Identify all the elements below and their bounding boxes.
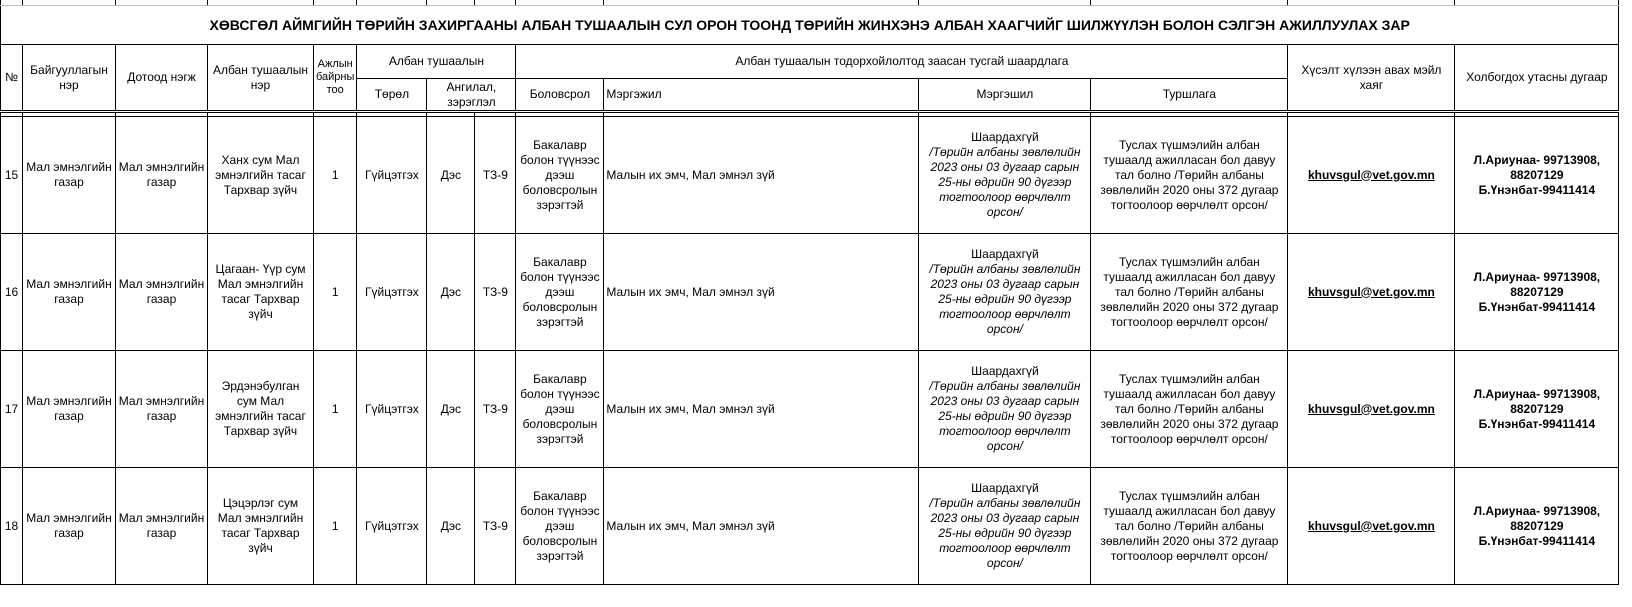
header-profession: Мэргэжил: [604, 79, 919, 112]
cell-count: 1: [314, 234, 357, 351]
table-row: [1, 117, 1619, 234]
cell-email: [1288, 117, 1455, 234]
cell-education: Бакалавр болон түүнээс дээш боловсролын зэрэгтэй: [516, 234, 604, 351]
cell-category: Дэс: [427, 468, 475, 585]
cell-type: Гүйцэтгэх: [357, 468, 427, 585]
skills-status: Шаардахгүй: [971, 481, 1039, 495]
skills-status: Шаардахгүй: [971, 364, 1039, 378]
cell-experience: Туслах түшмэлийн албан тушаалд ажилласан бол давуу тал болно /Төрийн албаны зөвлөлийн 2020 оны 372 дугаар тогтоолоор өөрчлөлт орсон/: [1091, 117, 1288, 234]
phone-contact-2: Б.Үнэнбат-99411414: [1478, 533, 1596, 548]
cell-no: 17: [1, 351, 23, 468]
page-title: ХӨВСГӨЛ АЙМГИЙН ТӨРИЙН ЗАХИРГААНЫ АЛБАН ТУШААЛЫН СУЛ ОРОН ТООНД ТӨРИЙН ЖИНХЭНЭ АЛБАН ХААГЧИЙГ ШИЛЖҮҮЛЭН БОЛОН СЭЛГЭН АЖИЛЛУУЛАХ ЗАР: [1, 6, 1619, 45]
cell-category: Дэс: [427, 351, 475, 468]
header-org-name: Байгууллагын нэр: [23, 45, 116, 112]
cell-profession: Малын их эмч, Мал эмнэл зүй: [604, 351, 919, 468]
cell-rank: ТЗ-9: [475, 117, 516, 234]
cell-phone: [1455, 351, 1619, 468]
cell-experience: Туслах түшмэлийн албан тушаалд ажилласан бол давуу тал болно /Төрийн албаны зөвлөлийн 2020 оны 372 дугаар тогтоолоор өөрчлөлт орсон/: [1091, 468, 1288, 585]
header-position-group: Албан тушаалын: [357, 45, 516, 79]
cell-no: 16: [1, 234, 23, 351]
header-category-rank: Ангилал, зэрэглэл: [427, 79, 516, 112]
cell-phone: [1455, 234, 1619, 351]
email-link[interactable]: khuvsgul@vet.gov.mn: [1307, 284, 1435, 299]
phone-contact-2: Б.Үнэнбат-99411414: [1478, 299, 1596, 314]
cell-rank: ТЗ-9: [475, 351, 516, 468]
cell-rank: ТЗ-9: [475, 234, 516, 351]
cell-phone: [1455, 117, 1619, 234]
phone-contact-1: Л.Ариунаа- 99713908, 88207129: [1473, 386, 1601, 416]
cell-position: Эрдэнэбулган сум Мал эмнэлгийн тасаг Тархвар зүйч: [208, 351, 314, 468]
cell-experience: Туслах түшмэлийн албан тушаалд ажилласан бол давуу тал болно /Төрийн албаны зөвлөлийн 2020 оны 372 дугаар тогтоолоор өөрчлөлт орсон/: [1091, 234, 1288, 351]
cell-profession: Малын их эмч, Мал эмнэл зүй: [604, 468, 919, 585]
cell-type: Гүйцэтгэх: [357, 117, 427, 234]
cell-email: [1288, 468, 1455, 585]
cell-category: Дэс: [427, 117, 475, 234]
skills-status: Шаардахгүй: [971, 130, 1039, 144]
header-phone: Холбогдох утасны дугаар: [1455, 45, 1619, 112]
header-unit: Дотоод нэгж: [116, 45, 208, 112]
email-link[interactable]: khuvsgul@vet.gov.mn: [1307, 401, 1435, 416]
cell-unit: Мал эмнэлгийн газар: [116, 117, 208, 234]
header-email: Хүсэлт хүлээн авах мэйл хаяг: [1288, 45, 1455, 112]
cell-position: Цагаан- Үүр сум Мал эмнэлгийн тасаг Тархвар зүйч: [208, 234, 314, 351]
table-body: [1, 117, 1619, 585]
cell-unit: Мал эмнэлгийн газар: [116, 234, 208, 351]
cell-email: [1288, 234, 1455, 351]
cell-profession: Малын их эмч, Мал эмнэл зүй: [604, 117, 919, 234]
skills-note: /Төрийн албаны зөвлөлийн 2023 оны 03 дугаар сарын 25-ны өдрийн 90 дүгээр тогтоолоор өөрчлөлт орсон/: [929, 496, 1081, 570]
phone-contact-1: Л.Ариунаа- 99713908, 88207129: [1473, 152, 1601, 182]
cell-count: 1: [314, 117, 357, 234]
email-link[interactable]: khuvsgul@vet.gov.mn: [1307, 518, 1435, 533]
phone-contact-1: Л.Ариунаа- 99713908, 88207129: [1473, 503, 1601, 533]
header-skills: Мэргэшил: [919, 79, 1091, 112]
skills-status: Шаардахгүй: [971, 247, 1039, 261]
header-experience: Туршлага: [1091, 79, 1288, 112]
header-vacancies: Ажлын байрны тоо: [314, 45, 357, 112]
phone-contact-1: Л.Ариунаа- 99713908, 88207129: [1473, 269, 1601, 299]
cell-org: Мал эмнэлгийн газар: [23, 234, 116, 351]
cell-category: Дэс: [427, 234, 475, 351]
skills-note: /Төрийн албаны зөвлөлийн 2023 оны 03 дугаар сарын 25-ны өдрийн 90 дүгээр тогтоолоор өөрчлөлт орсон/: [929, 262, 1081, 336]
cell-profession: Малын их эмч, Мал эмнэл зүй: [604, 234, 919, 351]
cell-skills: [919, 117, 1091, 234]
cell-unit: Мал эмнэлгийн газар: [116, 351, 208, 468]
header-no: №: [1, 45, 23, 112]
cell-no: 18: [1, 468, 23, 585]
header-requirements: Албан тушаалын тодорхойлолтод заасан тусгай шаардлага: [516, 45, 1288, 79]
cell-education: Бакалавр болон түүнээс дээш боловсролын зэрэгтэй: [516, 468, 604, 585]
phone-contact-2: Б.Үнэнбат-99411414: [1478, 182, 1596, 197]
cell-email: [1288, 351, 1455, 468]
cell-position: Цэцэрлэг сум Мал эмнэлгийн тасаг Тархвар зүйч: [208, 468, 314, 585]
cell-type: Гүйцэтгэх: [357, 234, 427, 351]
cell-count: 1: [314, 468, 357, 585]
cell-skills: [919, 468, 1091, 585]
cell-skills: [919, 234, 1091, 351]
phone-contact-2: Б.Үнэнбат-99411414: [1478, 416, 1596, 431]
header-row-1: [1, 45, 1619, 79]
title-row: [1, 6, 1619, 45]
table-row: [1, 468, 1619, 585]
cell-no: 15: [1, 117, 23, 234]
cell-skills: [919, 351, 1091, 468]
cell-education: Бакалавр болон түүнээс дээш боловсролын зэрэгтэй: [516, 351, 604, 468]
email-link[interactable]: khuvsgul@vet.gov.mn: [1307, 167, 1435, 182]
header-type: Төрөл: [357, 79, 427, 112]
skills-note: /Төрийн албаны зөвлөлийн 2023 оны 03 дугаар сарын 25-ны өдрийн 90 дүгээр тогтоолоор өөрчлөлт орсон/: [929, 145, 1081, 219]
cell-count: 1: [314, 351, 357, 468]
cell-org: Мал эмнэлгийн газар: [23, 117, 116, 234]
cell-unit: Мал эмнэлгийн газар: [116, 468, 208, 585]
table-row: [1, 234, 1619, 351]
skills-note: /Төрийн албаны зөвлөлийн 2023 оны 03 дугаар сарын 25-ны өдрийн 90 дүгээр тогтоолоор өөрчлөлт орсон/: [929, 379, 1081, 453]
cell-rank: ТЗ-9: [475, 468, 516, 585]
header-position-name: Албан тушаалын нэр: [208, 45, 314, 112]
cell-position: Ханх сум Мал эмнэлгийн тасаг Тархвар зүйч: [208, 117, 314, 234]
cell-type: Гүйцэтгэх: [357, 351, 427, 468]
cell-org: Мал эмнэлгийн газар: [23, 468, 116, 585]
cell-org: Мал эмнэлгийн газар: [23, 351, 116, 468]
header-education: Боловсрол: [516, 79, 604, 112]
cell-education: Бакалавр болон түүнээс дээш боловсролын зэрэгтэй: [516, 117, 604, 234]
table-row: [1, 351, 1619, 468]
cell-experience: Туслах түшмэлийн албан тушаалд ажилласан бол давуу тал болно /Төрийн албаны зөвлөлийн 2020 оны 372 дугаар тогтоолоор өөрчлөлт орсон/: [1091, 351, 1288, 468]
cell-phone: [1455, 468, 1619, 585]
